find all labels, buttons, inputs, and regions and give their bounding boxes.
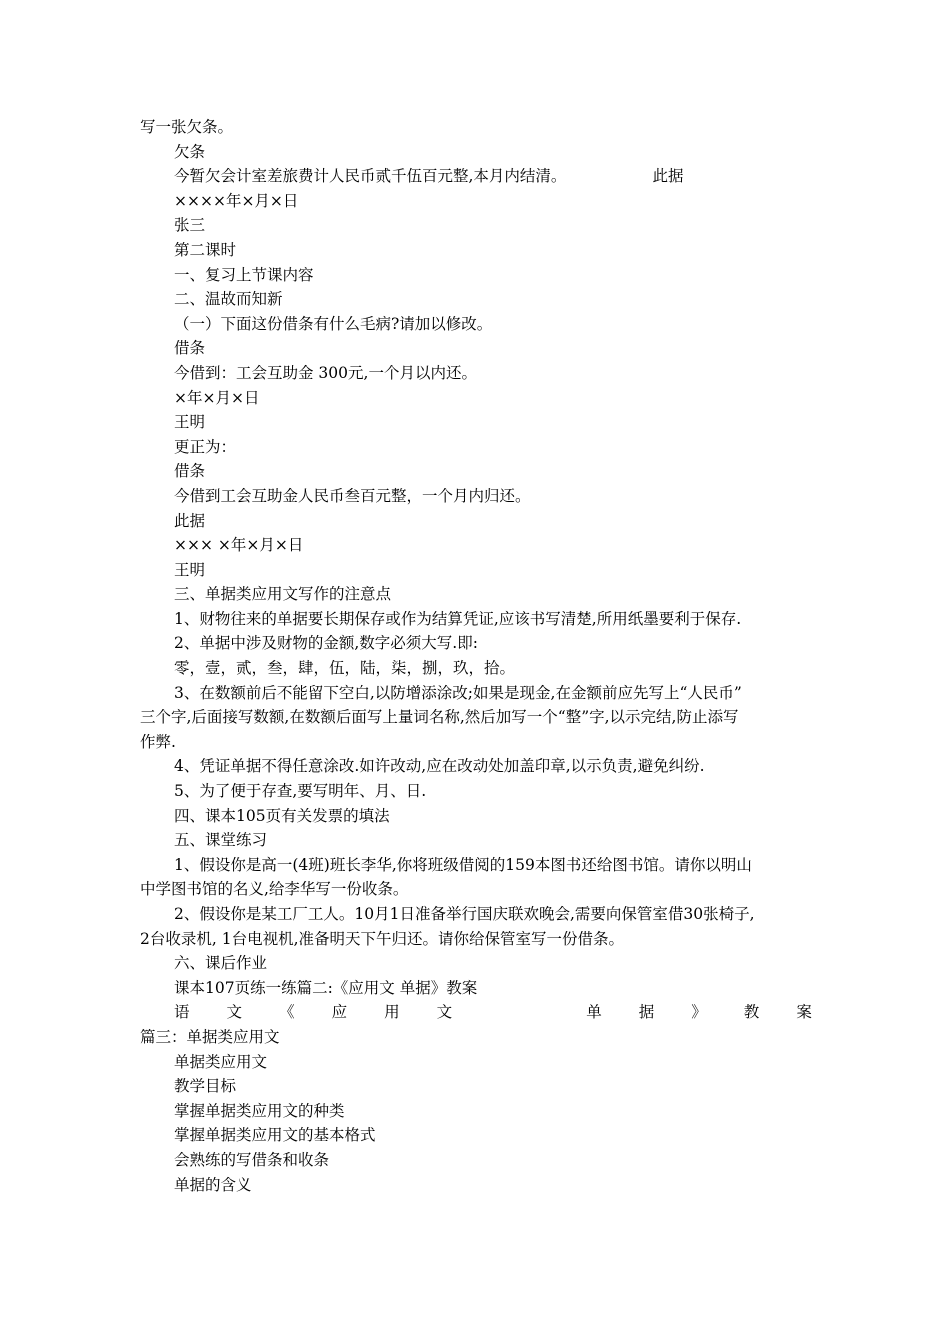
loan-note-date: ×年×月×日: [174, 388, 260, 407]
text-line: 中学图书馆的名义,给李华写一份收条。: [140, 880, 409, 899]
text-line: 会熟练的写借条和收条: [174, 1150, 330, 1169]
section-heading: 三、单据类应用文写作的注意点: [174, 585, 392, 604]
section-heading: 五、课堂练习: [174, 831, 268, 850]
loan-note-title: 借条: [174, 339, 206, 358]
iou-title: 欠条: [174, 142, 206, 161]
text-line: 更正为：: [174, 437, 237, 456]
loan-note-signer: 王明: [174, 413, 206, 432]
loan-note-body: 今借到工会互助金人民币叁百元整，一个月内归还。: [174, 486, 531, 505]
text-line: 2、假设你是某工厂工人。10月1日准备举行国庆联欢晚会,需要向保管室借30张椅子,: [174, 905, 755, 923]
iou-receipt-note: 此据: [652, 167, 684, 186]
text-line: 写一张欠条。: [140, 118, 234, 136]
text-line: 4、凭证单据不得任意涂改.如许改动,应在改动处加盖印章,以示负责,避免纠纷.: [174, 757, 705, 776]
text-line: （一）下面这份借条有什么毛病?请加以修改。: [174, 314, 493, 333]
spaced-char: 文: [226, 1003, 243, 1022]
spaced-char: 据: [638, 1003, 655, 1022]
spaced-char: 教: [743, 1003, 760, 1022]
section-heading: 篇三：单据类应用文: [140, 1027, 280, 1046]
iou-date: ××××年×月×日: [174, 191, 299, 210]
iou-signer: 张三: [174, 216, 206, 235]
text-line: 零，壹，贰，叁，肆，伍，陆，柒，捌，玖，拾。: [174, 659, 516, 678]
loan-note-receipt: 此据: [174, 511, 206, 530]
spaced-char: 单: [586, 1003, 602, 1022]
spaced-char: 案: [796, 1003, 812, 1022]
section-heading: 第二课时: [174, 240, 237, 259]
text-line: 三个字,后面接写数额,在数额后面写上量词名称,然后加写一个“整”字,以示完结,防止添写: [140, 708, 739, 727]
loan-note-date: ××× ×年×月×日: [174, 536, 304, 555]
text-line: 3、在数额前后不能留下空白,以防增添涂改;如果是现金,在金额前应先写上“人民币”: [174, 683, 742, 702]
spaced-char: 应: [331, 1003, 348, 1022]
spaced-char: 》: [691, 1003, 707, 1022]
text-line: 课本107页练一练篇二:《应用文 单据》教案: [174, 978, 478, 997]
text-line: 1、假设你是高一(4班)班长李华,你将班级借阅的159本图书还给图书馆。请你以明山: [174, 855, 752, 874]
text-line: 1、财物往来的单据要长期保存或作为结算凭证,应该书写清楚,所用纸墨要利于保存.: [174, 609, 742, 628]
spaced-char: 文: [436, 1003, 453, 1022]
loan-note-title: 借条: [174, 462, 206, 481]
text-line: 单据类应用文: [174, 1052, 268, 1071]
iou-body: [140, 164, 812, 189]
spaced-title-line: [140, 1000, 812, 1025]
loan-note-body: 今借到：工会互助金 300元,一个月以内还。: [174, 363, 477, 382]
text-line: 2台收录机, 1台电视机,准备明天下午归还。请你给保管室写一份借条。: [140, 929, 625, 948]
text-line: 掌握单据类应用文的种类: [174, 1101, 345, 1120]
text-line: 作弊.: [140, 732, 176, 751]
spaced-char: 语: [174, 1003, 190, 1022]
loan-note-signer: 王明: [174, 560, 206, 579]
text-line: 2、单据中涉及财物的金额,数字必须大写.即:: [174, 634, 478, 653]
spaced-char: 《: [279, 1003, 295, 1022]
spaced-char: 用: [384, 1003, 400, 1022]
text-line: 5、为了便于存查,要写明年、月、日.: [174, 782, 427, 801]
document-page: [140, 115, 812, 1197]
text-line: 单据的含义: [174, 1175, 252, 1194]
section-heading: 二、温故而知新: [174, 290, 283, 309]
section-heading: 一、复习上节课内容: [174, 265, 314, 284]
section-heading: 四、课本105页有关发票的填法: [174, 806, 390, 825]
text-line: 教学目标: [174, 1077, 237, 1096]
text-line: 掌握单据类应用文的基本格式: [174, 1126, 376, 1145]
section-heading: 六、课后作业: [174, 954, 268, 973]
iou-body-text: 今暂欠会计室差旅费计人民币贰千伍百元整,本月内结清。: [174, 167, 567, 186]
